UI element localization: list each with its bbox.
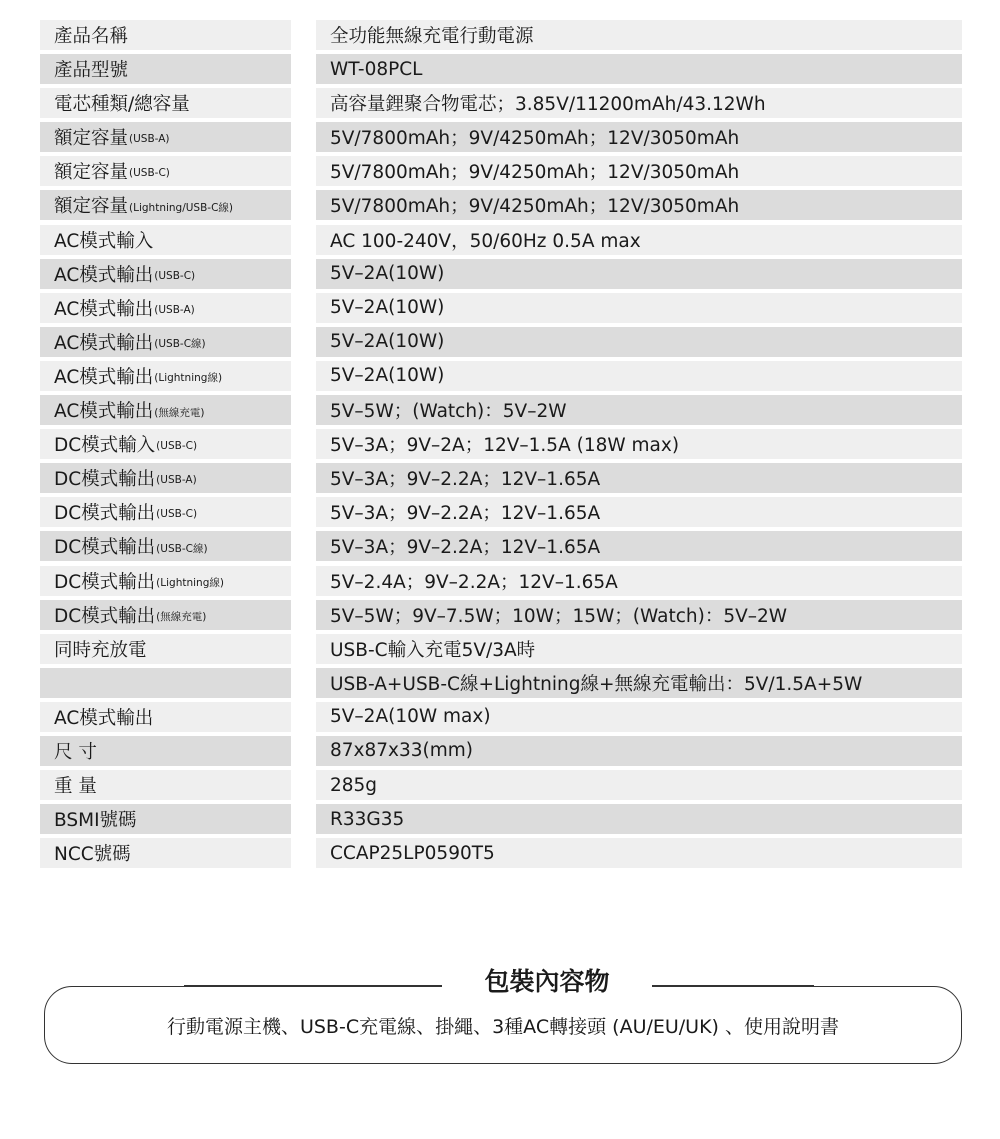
spec-value-cell bbox=[316, 531, 962, 561]
spec-label: AC模式輸出 bbox=[54, 401, 154, 423]
spec-label-cell bbox=[40, 122, 291, 152]
spec-value-cell bbox=[316, 566, 962, 596]
spec-label: 重 量 bbox=[54, 776, 97, 798]
spec-value-cell bbox=[316, 463, 962, 493]
spec-value-cell bbox=[316, 20, 962, 50]
spec-value-cell bbox=[316, 327, 962, 357]
package-title-rule-left bbox=[184, 985, 442, 987]
spec-row bbox=[40, 54, 962, 84]
spec-label-suffix: (USB-C) bbox=[156, 440, 198, 453]
spec-label-suffix: (USB-A) bbox=[156, 474, 197, 487]
spec-label-cell bbox=[40, 463, 291, 493]
spec-row bbox=[40, 395, 962, 425]
spec-label-suffix: (Lightning線) bbox=[156, 577, 224, 589]
spec-value-cell bbox=[316, 225, 962, 255]
spec-value: 5V–5W；(Watch)：5V–2W bbox=[330, 401, 567, 423]
spec-label-cell bbox=[40, 293, 291, 323]
spec-value: 5V–3A；9V–2.2A；12V–1.65A bbox=[330, 537, 601, 559]
spec-label-cell bbox=[40, 804, 291, 834]
spec-label-suffix: (USB-C線) bbox=[154, 338, 206, 351]
spec-value-cell bbox=[316, 54, 962, 84]
spec-label-cell bbox=[40, 88, 291, 118]
spec-row bbox=[40, 804, 962, 834]
spec-label-cell bbox=[40, 770, 291, 800]
spec-value: 全功能無線充電行動電源 bbox=[330, 26, 534, 47]
spec-value: 5V–2A(10W) bbox=[330, 263, 445, 285]
spec-value: 5V–2A(10W max) bbox=[330, 706, 491, 728]
spec-label: 產品名稱 bbox=[54, 26, 129, 47]
spec-row bbox=[40, 736, 962, 766]
spec-label-cell bbox=[40, 566, 291, 596]
spec-label: NCC號碼 bbox=[54, 844, 131, 866]
spec-row bbox=[40, 156, 962, 186]
package-title-rule-right bbox=[652, 985, 814, 987]
spec-value: USB-A+USB-C線+Lightning線+無線充電輸出：5V/1.5A+5W bbox=[330, 673, 863, 695]
spec-row bbox=[40, 259, 962, 289]
spec-label-suffix: (USB-C) bbox=[154, 269, 196, 282]
spec-row bbox=[40, 429, 962, 459]
spec-row bbox=[40, 88, 962, 118]
spec-value-cell bbox=[316, 497, 962, 527]
spec-label: AC模式輸出 bbox=[54, 264, 154, 286]
spec-row bbox=[40, 838, 962, 868]
spec-row bbox=[40, 463, 962, 493]
spec-label-suffix: (Lightning/USB-C線) bbox=[129, 201, 234, 214]
spec-label: 額定容量 bbox=[54, 162, 129, 184]
spec-value: 5V–3A；9V–2.2A；12V–1.65A bbox=[330, 469, 601, 491]
spec-label: BSMI號碼 bbox=[54, 810, 137, 832]
spec-label: DC模式輸出 bbox=[54, 605, 156, 627]
spec-label-cell bbox=[40, 225, 291, 255]
spec-row bbox=[40, 293, 962, 323]
spec-row bbox=[40, 327, 962, 357]
spec-row bbox=[40, 634, 962, 664]
spec-value-cell bbox=[316, 259, 962, 289]
spec-value-cell bbox=[316, 634, 962, 664]
spec-label: DC模式輸出 bbox=[54, 537, 156, 559]
spec-value-cell bbox=[316, 668, 962, 698]
spec-row bbox=[40, 770, 962, 800]
spec-label-cell bbox=[40, 20, 291, 50]
spec-label-cell bbox=[40, 736, 291, 766]
spec-row bbox=[40, 190, 962, 220]
spec-value: WT-08PCL bbox=[330, 58, 423, 80]
spec-row bbox=[40, 225, 962, 255]
spec-label-cell bbox=[40, 497, 291, 527]
spec-value: 5V/7800mAh；9V/4250mAh；12V/3050mAh bbox=[330, 162, 740, 184]
spec-label: AC模式輸出 bbox=[54, 298, 154, 320]
package-title: 包裝內容物 bbox=[484, 967, 610, 996]
spec-value: AC 100-240V，50/60Hz 0.5A max bbox=[330, 230, 641, 252]
spec-row bbox=[40, 600, 962, 630]
spec-label-cell bbox=[40, 54, 291, 84]
spec-row bbox=[40, 702, 962, 732]
spec-label-cell bbox=[40, 702, 291, 732]
spec-row bbox=[40, 566, 962, 596]
spec-label-suffix: (USB-C線) bbox=[156, 542, 208, 555]
spec-value-cell bbox=[316, 122, 962, 152]
spec-value: 高容量鋰聚合物電芯；3.85V/11200mAh/43.12Wh bbox=[330, 94, 766, 116]
spec-value-cell bbox=[316, 600, 962, 630]
spec-label-cell bbox=[40, 327, 291, 357]
spec-label-cell bbox=[40, 668, 291, 698]
spec-label: 電芯種類/總容量 bbox=[54, 94, 190, 116]
spec-label-suffix: (USB-C) bbox=[156, 508, 198, 521]
spec-label-suffix: (USB-A) bbox=[154, 303, 195, 316]
spec-table bbox=[40, 20, 962, 872]
spec-label-suffix: (無線充電) bbox=[156, 611, 207, 624]
spec-value: 5V–2.4A；9V–2.2A；12V–1.65A bbox=[330, 571, 618, 593]
spec-label: DC模式輸出 bbox=[54, 571, 156, 593]
spec-value-cell bbox=[316, 190, 962, 220]
spec-row bbox=[40, 122, 962, 152]
spec-label: DC模式輸出 bbox=[54, 469, 156, 491]
spec-value-cell bbox=[316, 361, 962, 391]
spec-label-cell bbox=[40, 259, 291, 289]
spec-row bbox=[40, 497, 962, 527]
spec-label-cell bbox=[40, 531, 291, 561]
spec-row bbox=[40, 361, 962, 391]
spec-value-cell bbox=[316, 88, 962, 118]
spec-value: 5V/7800mAh；9V/4250mAh；12V/3050mAh bbox=[330, 128, 740, 150]
spec-value-cell bbox=[316, 293, 962, 323]
package-contents-section bbox=[44, 952, 962, 1066]
spec-value-cell bbox=[316, 770, 962, 800]
spec-value-cell bbox=[316, 702, 962, 732]
spec-label-suffix: (Lightning線) bbox=[154, 372, 223, 385]
spec-label-cell bbox=[40, 190, 291, 220]
spec-value: 5V–2A(10W) bbox=[330, 297, 445, 319]
spec-label-suffix: (USB-C) bbox=[129, 167, 170, 180]
spec-label: DC模式輸出 bbox=[54, 503, 156, 525]
spec-value: 5V–2A(10W) bbox=[330, 331, 445, 353]
spec-label: AC模式輸出 bbox=[54, 366, 154, 388]
spec-value: 5V/7800mAh；9V/4250mAh；12V/3050mAh bbox=[330, 196, 740, 218]
spec-label: AC模式輸出 bbox=[54, 332, 154, 354]
spec-label-suffix: (USB-A) bbox=[129, 133, 170, 146]
spec-value: 5V–5W；9V–7.5W；10W；15W；(Watch)：5V–2W bbox=[330, 605, 788, 627]
spec-value-cell bbox=[316, 395, 962, 425]
spec-value: CCAP25LP0590T5 bbox=[330, 842, 495, 864]
spec-value: 285g bbox=[330, 774, 378, 796]
spec-label: 額定容量 bbox=[54, 128, 129, 150]
spec-label-cell bbox=[40, 361, 291, 391]
package-contents-text: 行動電源主機、USB-C充電線、掛繩、3種AC轉接頭 (AU/EU/UK) 、使用說明書 bbox=[166, 1015, 840, 1038]
spec-label: 產品型號 bbox=[54, 60, 129, 82]
spec-value: 5V–2A(10W) bbox=[330, 365, 445, 387]
spec-label: DC模式輸入 bbox=[54, 435, 156, 457]
spec-label: 額定容量 bbox=[54, 196, 129, 218]
spec-label: AC模式輸入 bbox=[54, 230, 154, 252]
spec-value-cell bbox=[316, 429, 962, 459]
spec-label-cell bbox=[40, 156, 291, 186]
spec-row bbox=[40, 531, 962, 561]
spec-value-cell bbox=[316, 804, 962, 834]
spec-value: R33G35 bbox=[330, 808, 405, 830]
spec-row bbox=[40, 20, 962, 50]
spec-label-cell bbox=[40, 838, 291, 868]
spec-value-cell bbox=[316, 736, 962, 766]
spec-label: 同時充放電 bbox=[54, 639, 147, 661]
spec-value: 5V–3A；9V–2.2A；12V–1.65A bbox=[330, 503, 601, 525]
spec-label-cell bbox=[40, 634, 291, 664]
spec-label-cell bbox=[40, 600, 291, 630]
spec-label: 尺 寸 bbox=[54, 741, 97, 763]
spec-label-cell bbox=[40, 429, 291, 459]
spec-label: AC模式輸出 bbox=[54, 707, 154, 729]
spec-value-cell bbox=[316, 838, 962, 868]
spec-label-suffix: (無線充電) bbox=[154, 406, 205, 419]
spec-value: 5V–3A；9V–2A；12V–1.5A (18W max) bbox=[330, 435, 680, 457]
spec-label-cell bbox=[40, 395, 291, 425]
spec-value-cell bbox=[316, 156, 962, 186]
spec-row bbox=[40, 668, 962, 698]
spec-value: 87x87x33(mm) bbox=[330, 740, 473, 762]
spec-value: USB-C輸入充電5V/3A時 bbox=[330, 639, 536, 661]
